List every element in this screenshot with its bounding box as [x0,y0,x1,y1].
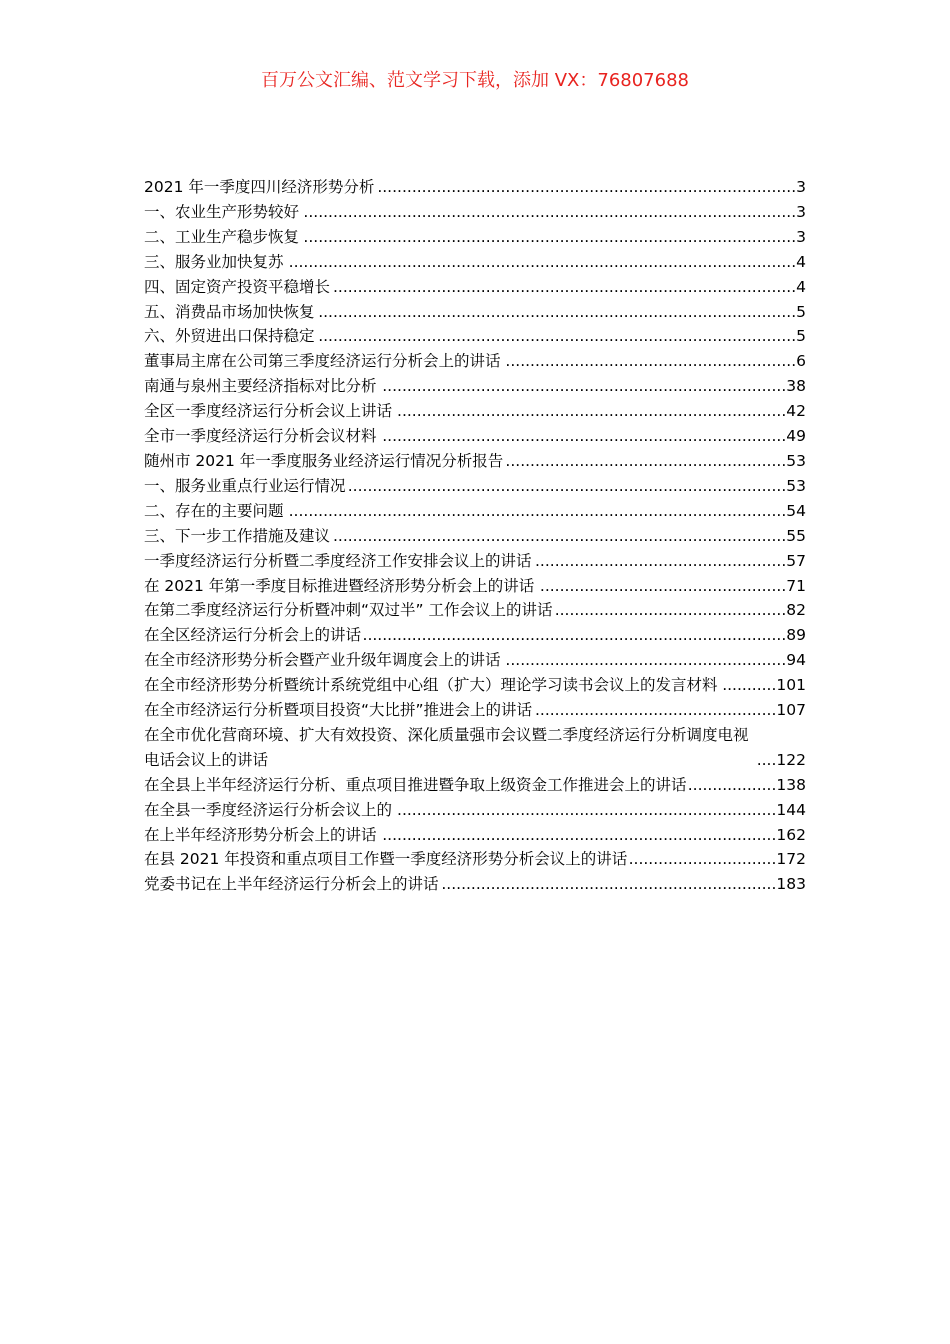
toc-title: 在第二季度经济运行分析暨冲刺“双过半” 工作会议上的讲话 [144,601,553,620]
dot-leader: ................................................. [534,701,777,720]
dot-leader: ............................................................................... [397,402,787,421]
dot-leader: ................................................... [534,551,787,570]
dot-leader: ......................................................................................... [347,476,787,495]
toc-page-number: 162 [776,825,806,844]
toc-title: 四、固定资产投资平稳增长 [144,277,331,296]
toc-page-number: 42 [786,402,806,421]
toc-entry[interactable] [144,847,806,872]
toc-title: 在 2021 年第一季度目标推进暨经济形势分析会上的讲话 [144,576,535,595]
toc-entry[interactable] [144,673,806,698]
toc-entry[interactable] [144,275,806,300]
toc-page-number: 3 [796,178,806,196]
toc-title: 六、外贸进出口保持稳定 [144,327,315,346]
toc-entry[interactable] [144,623,806,648]
dot-leader: .................................................. [539,576,787,595]
dot-leader: .................................................................... [441,875,777,894]
toc-page-number: 144 [776,800,806,819]
toc-entry[interactable] [144,175,806,200]
toc-entry[interactable] [144,474,806,499]
dot-leader: ................................................................................ [382,825,777,844]
toc-page-number: 94 [786,651,806,670]
dot-leader: .................................................................................................... [303,202,797,221]
toc-page-number: 5 [796,302,806,321]
dot-leader: ................................................................................................. [318,302,797,321]
watermark-header: 百万公文汇编、范文学习下载，添加 VX：76807688 [261,70,689,91]
table-of-contents [144,175,806,897]
toc-title: 二、存在的主要问题 [144,501,284,520]
toc-entry[interactable] [144,648,806,673]
toc-page-number: 5 [796,327,806,346]
toc-title: 二、工业生产稳步恢复 [144,227,300,246]
toc-title: 在全区经济运行分析会上的讲话 [144,626,362,645]
toc-page-number: 107 [776,701,806,720]
toc-page-number: 4 [796,277,806,296]
dot-leader: ....................................................................................................... [288,252,797,271]
toc-entry[interactable] [144,250,806,275]
toc-page-number: 53 [786,476,806,495]
toc-entry[interactable] [144,698,806,723]
toc-page-number: 3 [796,202,806,221]
dot-leader: .................................................................................. [382,377,787,396]
toc-title: 在全市优化营商环境、扩大有效投资、深化质量强市会议暨二季度经济运行分析调度电视电话会议上的讲话 [144,725,749,769]
dot-leader: ...................................................................................... [362,626,787,645]
dot-leader: ........................................................... [505,352,797,371]
toc-page-number: 57 [786,551,806,570]
toc-title: 南通与泉州主要经济指标对比分析 [144,377,377,396]
toc-page-number: 53 [786,451,806,470]
toc-page-number: 4 [796,252,806,271]
toc-page-number: 101 [776,676,806,695]
toc-title: 一、服务业重点行业运行情况 [144,476,346,495]
toc-title: 在全市经济运行分析暨项目投资“大比拼”推进会上的讲话 [144,701,533,720]
toc-page-number: 55 [786,526,806,545]
toc-page-number: 6 [796,352,806,371]
toc-entry[interactable] [144,823,806,848]
toc-entry[interactable] [144,798,806,823]
dot-leader: .................. [687,775,777,794]
toc-entry[interactable] [144,200,806,225]
toc-page-number: 3 [796,227,806,246]
toc-entry[interactable] [144,225,806,250]
toc-page-number: 49 [786,427,806,446]
toc-title: 五、消费品市场加快恢复 [144,302,315,321]
toc-title: 三、服务业加快复苏 [144,252,284,271]
toc-page-number: 38 [786,377,806,396]
toc-title: 全市一季度经济运行分析会议材料 [144,427,377,446]
toc-title: 全区一季度经济运行分析会议上讲话 [144,402,393,421]
toc-entry[interactable] [144,349,806,374]
toc-title: 2021 年一季度四川经济形势分析 [144,178,375,196]
dot-leader: ..................................................................................................... [288,501,787,520]
toc-page-number: 54 [786,501,806,520]
dot-leader: ......................................................... [505,451,787,470]
dot-leader: ................................................................................................. [318,327,797,346]
toc-entry[interactable] [144,723,806,773]
toc-entry[interactable] [144,574,806,599]
dot-leader: .................................................................................. [382,427,787,446]
toc-entry[interactable] [144,598,806,623]
toc-entry[interactable] [144,549,806,574]
dot-leader: .............................. [628,850,777,869]
toc-entry[interactable] [144,424,806,449]
toc-title: 在上半年经济形势分析会上的讲话 [144,825,377,844]
toc-entry[interactable] [144,449,806,474]
dot-leader: ............................................... [554,601,787,620]
toc-page-number: 82 [786,601,806,620]
dot-leader: .................................................................................................... [303,227,797,246]
dot-leader: ........... [722,676,777,695]
toc-title: 在全市经济形势分析暨统计系统党组中心组（扩大）理论学习读书会议上的发言材料 [144,676,718,695]
toc-entry[interactable] [144,399,806,424]
toc-title: 董事局主席在公司第三季度经济运行分析会上的讲话 [144,352,501,371]
toc-entry[interactable] [144,374,806,399]
toc-title: 随州市 2021 年一季度服务业经济运行情况分析报告 [144,451,504,470]
toc-entry[interactable] [144,499,806,524]
toc-page-number: 183 [776,875,806,894]
toc-title: 一季度经济运行分析暨二季度经济工作安排会议上的讲话 [144,551,532,570]
toc-entry[interactable] [144,872,806,897]
toc-page-number: 122 [776,750,806,769]
toc-page-number: 89 [786,626,806,645]
toc-title: 在全市经济形势分析会暨产业升级年调度会上的讲话 [144,651,501,670]
dot-leader: .............................................................................................. [332,277,797,296]
toc-page-number: 138 [776,775,806,794]
toc-page-number: 172 [776,850,806,869]
dot-leader: ......................................................... [505,651,787,670]
toc-title: 党委书记在上半年经济运行分析会上的讲话 [144,875,439,894]
toc-title: 在全县上半年经济运行分析、重点项目推进暨争取上级资金工作推进会上的讲话 [144,775,687,794]
toc-entry[interactable] [144,773,806,798]
toc-title: 一、农业生产形势较好 [144,202,300,221]
toc-page-number: 71 [786,576,806,595]
toc-entry[interactable] [144,324,806,349]
toc-title: 三、下一步工作措施及建议 [144,526,331,545]
dot-leader: ..................................................................................... [377,178,797,196]
toc-title: 在县 2021 年投资和重点项目工作暨一季度经济形势分析会议上的讲话 [144,850,628,869]
dot-leader: .... [756,750,777,769]
dot-leader: ............................................................................................ [332,526,787,545]
toc-entry[interactable] [144,524,806,549]
toc-entry[interactable] [144,300,806,325]
toc-title: 在全县一季度经济运行分析会议上的 [144,800,393,819]
dot-leader: ............................................................................. [397,800,777,819]
